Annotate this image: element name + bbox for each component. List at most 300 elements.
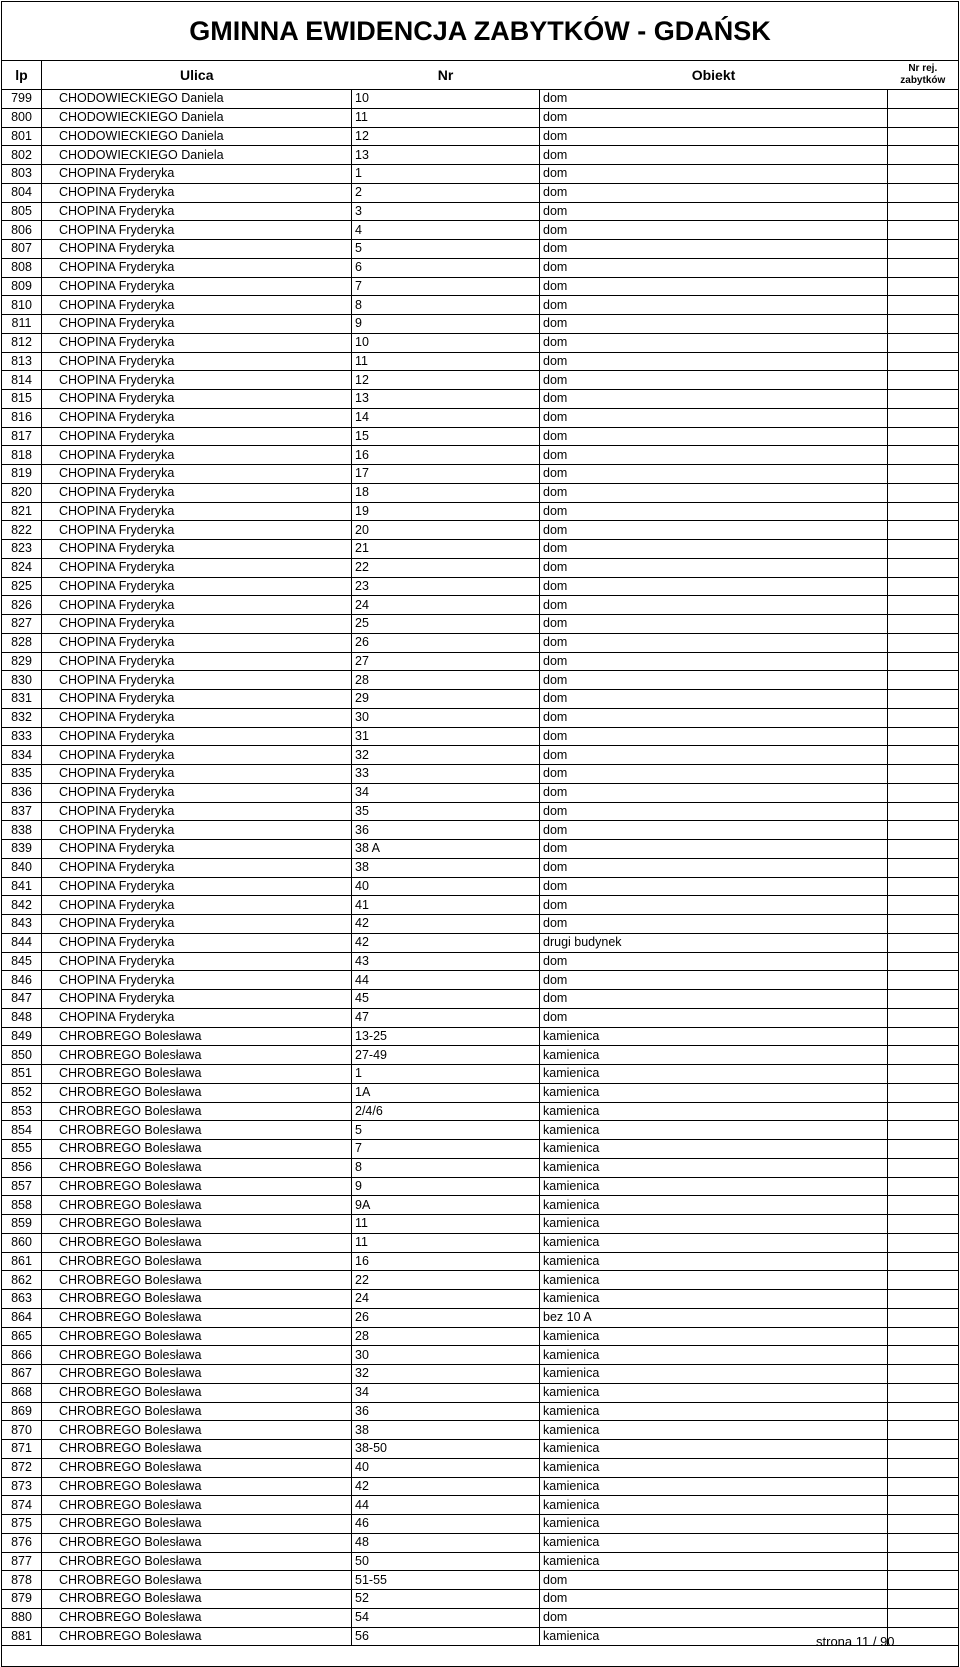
cell-obiekt: kamienica — [540, 1102, 888, 1121]
cell-nr-rej — [888, 1308, 959, 1327]
table-row — [2, 1271, 959, 1290]
column-header-nr-rej-line1: Nr rej. — [908, 63, 938, 74]
cell-nr-rej — [888, 1233, 959, 1252]
cell-lp: 821 — [2, 502, 42, 521]
cell-ulica: CHOPINA Fryderyka — [42, 671, 352, 690]
cell-lp: 853 — [2, 1102, 42, 1121]
cell-obiekt: kamienica — [540, 1515, 888, 1534]
cell-nr: 19 — [352, 502, 540, 521]
cell-obiekt: dom — [540, 652, 888, 671]
cell-lp: 877 — [2, 1552, 42, 1571]
cell-lp: 813 — [2, 352, 42, 371]
cell-lp: 837 — [2, 802, 42, 821]
table-row — [2, 821, 959, 840]
cell-lp: 820 — [2, 483, 42, 502]
cell-nr-rej — [888, 371, 959, 390]
cell-lp: 831 — [2, 690, 42, 709]
cell-lp: 879 — [2, 1590, 42, 1609]
cell-lp: 866 — [2, 1346, 42, 1365]
cell-obiekt: kamienica — [540, 1496, 888, 1515]
cell-nr-rej — [888, 1552, 959, 1571]
table-row — [2, 708, 959, 727]
cell-nr: 13 — [352, 390, 540, 409]
cell-nr: 29 — [352, 690, 540, 709]
cell-lp: 868 — [2, 1383, 42, 1402]
table-row — [2, 783, 959, 802]
cell-ulica: CHOPINA Fryderyka — [42, 877, 352, 896]
cell-obiekt: dom — [540, 540, 888, 559]
table-row — [2, 1158, 959, 1177]
cell-ulica: CHODOWIECKIEGO Daniela — [42, 90, 352, 109]
cell-obiekt: dom — [540, 633, 888, 652]
cell-lp: 828 — [2, 633, 42, 652]
cell-obiekt: dom — [540, 183, 888, 202]
cell-ulica: CHROBREGO Bolesława — [42, 1065, 352, 1084]
cell-nr: 9 — [352, 1177, 540, 1196]
cell-nr-rej — [888, 1008, 959, 1027]
cell-lp: 816 — [2, 408, 42, 427]
cell-nr-rej — [888, 540, 959, 559]
cell-obiekt: dom — [540, 408, 888, 427]
cell-obiekt: dom — [540, 1608, 888, 1627]
cell-obiekt: dom — [540, 127, 888, 146]
cell-ulica: CHOPINA Fryderyka — [42, 240, 352, 259]
cell-lp: 850 — [2, 1046, 42, 1065]
cell-ulica: CHROBREGO Bolesława — [42, 1158, 352, 1177]
table-row — [2, 202, 959, 221]
cell-ulica: CHOPINA Fryderyka — [42, 971, 352, 990]
cell-obiekt: kamienica — [540, 1233, 888, 1252]
cell-obiekt: dom — [540, 202, 888, 221]
cell-nr-rej — [888, 315, 959, 334]
cell-lp: 847 — [2, 990, 42, 1009]
table-row — [2, 671, 959, 690]
cell-lp: 819 — [2, 465, 42, 484]
cell-nr: 23 — [352, 577, 540, 596]
cell-lp: 867 — [2, 1365, 42, 1384]
cell-nr-rej — [888, 1290, 959, 1309]
cell-obiekt: dom — [540, 877, 888, 896]
cell-obiekt: dom — [540, 446, 888, 465]
cell-ulica: CHROBREGO Bolesława — [42, 1608, 352, 1627]
cell-obiekt: drugi budynek — [540, 933, 888, 952]
cell-ulica: CHOPINA Fryderyka — [42, 896, 352, 915]
cell-obiekt: kamienica — [540, 1177, 888, 1196]
cell-ulica: CHODOWIECKIEGO Daniela — [42, 146, 352, 165]
cell-nr-rej — [888, 277, 959, 296]
cell-lp: 865 — [2, 1327, 42, 1346]
cell-nr-rej — [888, 1140, 959, 1159]
cell-obiekt: dom — [540, 108, 888, 127]
cell-obiekt: dom — [540, 1571, 888, 1590]
cell-lp: 855 — [2, 1140, 42, 1159]
cell-nr: 44 — [352, 971, 540, 990]
cell-nr-rej — [888, 1065, 959, 1084]
cell-ulica: CHROBREGO Bolesława — [42, 1383, 352, 1402]
cell-lp: 841 — [2, 877, 42, 896]
cell-ulica: CHROBREGO Bolesława — [42, 1627, 352, 1646]
cell-obiekt: dom — [540, 840, 888, 859]
cell-lp: 863 — [2, 1290, 42, 1309]
table-row — [2, 352, 959, 371]
cell-nr-rej — [888, 1458, 959, 1477]
table-row — [2, 146, 959, 165]
cell-nr: 22 — [352, 1271, 540, 1290]
cell-ulica: CHROBREGO Bolesława — [42, 1496, 352, 1515]
cell-nr: 24 — [352, 1290, 540, 1309]
cell-nr: 5 — [352, 1121, 540, 1140]
table-row — [2, 446, 959, 465]
cell-obiekt: dom — [540, 558, 888, 577]
cell-nr: 32 — [352, 746, 540, 765]
column-header-ulica: Ulica — [42, 61, 352, 90]
table-row — [2, 1196, 959, 1215]
cell-nr: 21 — [352, 540, 540, 559]
table-row — [2, 1496, 959, 1515]
cell-nr: 13 — [352, 146, 540, 165]
cell-lp: 809 — [2, 277, 42, 296]
column-header-lp: lp — [2, 61, 42, 90]
cell-nr-rej — [888, 90, 959, 109]
cell-obiekt: dom — [540, 971, 888, 990]
table-row — [2, 221, 959, 240]
cell-nr: 51-55 — [352, 1571, 540, 1590]
cell-obiekt: kamienica — [540, 1083, 888, 1102]
cell-nr: 11 — [352, 1233, 540, 1252]
table-row — [2, 652, 959, 671]
cell-nr-rej — [888, 1046, 959, 1065]
cell-lp: 839 — [2, 840, 42, 859]
table-row — [2, 1608, 959, 1627]
cell-ulica: CHODOWIECKIEGO Daniela — [42, 127, 352, 146]
cell-ulica: CHROBREGO Bolesława — [42, 1046, 352, 1065]
table-row — [2, 333, 959, 352]
cell-nr: 9 — [352, 315, 540, 334]
cell-ulica: CHROBREGO Bolesława — [42, 1440, 352, 1459]
cell-nr-rej — [888, 127, 959, 146]
cell-nr-rej — [888, 1496, 959, 1515]
cell-nr-rej — [888, 1365, 959, 1384]
cell-lp: 881 — [2, 1627, 42, 1646]
cell-ulica: CHOPINA Fryderyka — [42, 465, 352, 484]
cell-lp: 817 — [2, 427, 42, 446]
cell-obiekt: dom — [540, 165, 888, 184]
cell-lp: 870 — [2, 1421, 42, 1440]
cell-lp: 869 — [2, 1402, 42, 1421]
table-row — [2, 1121, 959, 1140]
cell-lp: 856 — [2, 1158, 42, 1177]
table-row — [2, 1421, 959, 1440]
cell-nr: 38 A — [352, 840, 540, 859]
cell-ulica: CHOPINA Fryderyka — [42, 521, 352, 540]
cell-nr: 47 — [352, 1008, 540, 1027]
table-row — [2, 765, 959, 784]
cell-obiekt: dom — [540, 258, 888, 277]
cell-lp: 802 — [2, 146, 42, 165]
cell-lp: 818 — [2, 446, 42, 465]
table-row — [2, 1308, 959, 1327]
cell-nr-rej — [888, 521, 959, 540]
cell-nr: 7 — [352, 277, 540, 296]
cell-nr: 27 — [352, 652, 540, 671]
cell-nr: 48 — [352, 1533, 540, 1552]
cell-obiekt: kamienica — [540, 1290, 888, 1309]
cell-obiekt: dom — [540, 221, 888, 240]
cell-ulica: CHOPINA Fryderyka — [42, 577, 352, 596]
cell-nr: 6 — [352, 258, 540, 277]
cell-ulica: CHOPINA Fryderyka — [42, 408, 352, 427]
cell-obiekt: dom — [540, 390, 888, 409]
cell-nr-rej — [888, 1590, 959, 1609]
table-row — [2, 1590, 959, 1609]
cell-lp: 833 — [2, 727, 42, 746]
cell-lp: 845 — [2, 952, 42, 971]
cell-nr: 2 — [352, 183, 540, 202]
cell-nr: 11 — [352, 352, 540, 371]
cell-ulica: CHROBREGO Bolesława — [42, 1327, 352, 1346]
cell-ulica: CHOPINA Fryderyka — [42, 783, 352, 802]
cell-ulica: CHOPINA Fryderyka — [42, 277, 352, 296]
cell-nr: 14 — [352, 408, 540, 427]
cell-lp: 806 — [2, 221, 42, 240]
cell-lp: 824 — [2, 558, 42, 577]
cell-nr-rej — [888, 633, 959, 652]
cell-ulica: CHOPINA Fryderyka — [42, 1008, 352, 1027]
cell-nr: 5 — [352, 240, 540, 259]
cell-obiekt: kamienica — [540, 1140, 888, 1159]
page-title: GMINNA EWIDENCJA ZABYTKÓW - GDAŃSK — [2, 2, 959, 61]
cell-ulica: CHROBREGO Bolesława — [42, 1102, 352, 1121]
table-row — [2, 952, 959, 971]
cell-lp: 874 — [2, 1496, 42, 1515]
table-row — [2, 465, 959, 484]
cell-nr: 30 — [352, 708, 540, 727]
cell-nr: 8 — [352, 296, 540, 315]
cell-nr-rej — [888, 1158, 959, 1177]
table-row — [2, 390, 959, 409]
cell-nr-rej — [888, 427, 959, 446]
cell-nr-rej — [888, 183, 959, 202]
cell-lp: 842 — [2, 896, 42, 915]
table-row — [2, 1383, 959, 1402]
cell-lp: 857 — [2, 1177, 42, 1196]
table-row — [2, 1046, 959, 1065]
table-row — [2, 90, 959, 109]
cell-lp: 826 — [2, 596, 42, 615]
cell-nr-rej — [888, 1608, 959, 1627]
cell-lp: 858 — [2, 1196, 42, 1215]
cell-ulica: CHROBREGO Bolesława — [42, 1121, 352, 1140]
cell-obiekt: dom — [540, 1008, 888, 1027]
cell-lp: 814 — [2, 371, 42, 390]
cell-lp: 800 — [2, 108, 42, 127]
column-header-nr: Nr — [352, 61, 540, 90]
cell-obiekt: kamienica — [540, 1046, 888, 1065]
cell-nr: 18 — [352, 483, 540, 502]
cell-nr-rej — [888, 1346, 959, 1365]
cell-obiekt: kamienica — [540, 1421, 888, 1440]
cell-nr: 10 — [352, 90, 540, 109]
cell-obiekt: dom — [540, 465, 888, 484]
cell-lp: 854 — [2, 1121, 42, 1140]
table-row — [2, 521, 959, 540]
cell-nr: 1A — [352, 1083, 540, 1102]
cell-ulica: CHOPINA Fryderyka — [42, 615, 352, 634]
cell-ulica: CHOPINA Fryderyka — [42, 258, 352, 277]
cell-lp: 799 — [2, 90, 42, 109]
cell-nr: 56 — [352, 1627, 540, 1646]
cell-obiekt: dom — [540, 746, 888, 765]
table-row — [2, 1515, 959, 1534]
cell-nr: 34 — [352, 1383, 540, 1402]
table-row — [2, 1290, 959, 1309]
table-row — [2, 258, 959, 277]
cell-nr-rej — [888, 652, 959, 671]
cell-ulica: CHROBREGO Bolesława — [42, 1177, 352, 1196]
cell-lp: 807 — [2, 240, 42, 259]
cell-nr: 42 — [352, 915, 540, 934]
cell-ulica: CHROBREGO Bolesława — [42, 1402, 352, 1421]
cell-obiekt: dom — [540, 352, 888, 371]
table-row — [2, 408, 959, 427]
cell-nr-rej — [888, 765, 959, 784]
cell-ulica: CHOPINA Fryderyka — [42, 915, 352, 934]
cell-lp: 851 — [2, 1065, 42, 1084]
cell-ulica: CHOPINA Fryderyka — [42, 821, 352, 840]
cell-obiekt: kamienica — [540, 1627, 888, 1646]
cell-nr: 38 — [352, 858, 540, 877]
cell-ulica: CHOPINA Fryderyka — [42, 390, 352, 409]
cell-nr-rej — [888, 1627, 959, 1646]
cell-obiekt: kamienica — [540, 1215, 888, 1234]
cell-nr: 25 — [352, 615, 540, 634]
cell-ulica: CHROBREGO Bolesława — [42, 1252, 352, 1271]
cell-obiekt: dom — [540, 690, 888, 709]
cell-ulica: CHROBREGO Bolesława — [42, 1290, 352, 1309]
cell-ulica: CHROBREGO Bolesława — [42, 1552, 352, 1571]
cell-nr: 42 — [352, 933, 540, 952]
cell-nr-rej — [888, 1383, 959, 1402]
table-row — [2, 502, 959, 521]
cell-lp: 832 — [2, 708, 42, 727]
table-row — [2, 596, 959, 615]
cell-nr-rej — [888, 615, 959, 634]
table-header-row — [2, 61, 959, 90]
cell-ulica: CHOPINA Fryderyka — [42, 371, 352, 390]
cell-nr: 33 — [352, 765, 540, 784]
cell-obiekt: dom — [540, 821, 888, 840]
cell-nr-rej — [888, 1102, 959, 1121]
cell-nr: 36 — [352, 821, 540, 840]
table-row — [2, 615, 959, 634]
cell-ulica: CHOPINA Fryderyka — [42, 352, 352, 371]
cell-nr: 31 — [352, 727, 540, 746]
cell-ulica: CHOPINA Fryderyka — [42, 483, 352, 502]
cell-lp: 822 — [2, 521, 42, 540]
cell-nr-rej — [888, 1533, 959, 1552]
cell-nr-rej — [888, 1421, 959, 1440]
cell-obiekt: kamienica — [540, 1458, 888, 1477]
table-row — [2, 1102, 959, 1121]
cell-lp: 852 — [2, 1083, 42, 1102]
cell-obiekt: dom — [540, 577, 888, 596]
table-row — [2, 296, 959, 315]
column-header-nr-rej-line2: zabytków — [900, 75, 946, 86]
table-row — [2, 1477, 959, 1496]
cell-nr: 22 — [352, 558, 540, 577]
table-row — [2, 1627, 959, 1646]
cell-nr-rej — [888, 746, 959, 765]
cell-lp: 862 — [2, 1271, 42, 1290]
cell-ulica: CHOPINA Fryderyka — [42, 690, 352, 709]
table-row — [2, 1327, 959, 1346]
cell-nr: 16 — [352, 446, 540, 465]
table-row — [2, 558, 959, 577]
cell-obiekt: kamienica — [540, 1533, 888, 1552]
cell-ulica: CHROBREGO Bolesława — [42, 1140, 352, 1159]
cell-lp: 873 — [2, 1477, 42, 1496]
table-row — [2, 1552, 959, 1571]
cell-nr-rej — [888, 1440, 959, 1459]
cell-lp: 815 — [2, 390, 42, 409]
table-row — [2, 1065, 959, 1084]
cell-obiekt: dom — [540, 502, 888, 521]
cell-obiekt: dom — [540, 315, 888, 334]
table-row — [2, 1346, 959, 1365]
cell-nr-rej — [888, 858, 959, 877]
cell-obiekt: kamienica — [540, 1477, 888, 1496]
cell-nr: 40 — [352, 877, 540, 896]
cell-obiekt: dom — [540, 896, 888, 915]
table-row — [2, 240, 959, 259]
cell-nr: 38-50 — [352, 1440, 540, 1459]
table-row — [2, 127, 959, 146]
cell-obiekt: kamienica — [540, 1271, 888, 1290]
cell-nr: 44 — [352, 1496, 540, 1515]
cell-obiekt: dom — [540, 483, 888, 502]
cell-ulica: CHODOWIECKIEGO Daniela — [42, 108, 352, 127]
column-header-nr-rej — [888, 61, 959, 90]
cell-ulica: CHOPINA Fryderyka — [42, 633, 352, 652]
cell-obiekt: bez 10 A — [540, 1308, 888, 1327]
cell-lp: 878 — [2, 1571, 42, 1590]
cell-lp: 836 — [2, 783, 42, 802]
cell-nr: 46 — [352, 1515, 540, 1534]
column-header-obiekt: Obiekt — [540, 61, 888, 90]
cell-ulica: CHROBREGO Bolesława — [42, 1365, 352, 1384]
cell-ulica: CHOPINA Fryderyka — [42, 596, 352, 615]
cell-ulica: CHOPINA Fryderyka — [42, 540, 352, 559]
cell-lp: 859 — [2, 1215, 42, 1234]
cell-obiekt: kamienica — [540, 1402, 888, 1421]
table-row — [2, 690, 959, 709]
cell-obiekt: dom — [540, 802, 888, 821]
cell-lp: 848 — [2, 1008, 42, 1027]
cell-nr: 15 — [352, 427, 540, 446]
cell-nr-rej — [888, 915, 959, 934]
cell-nr-rej — [888, 502, 959, 521]
table-row — [2, 277, 959, 296]
cell-nr: 26 — [352, 1308, 540, 1327]
cell-lp: 810 — [2, 296, 42, 315]
table-row — [2, 1008, 959, 1027]
cell-ulica: CHROBREGO Bolesława — [42, 1308, 352, 1327]
cell-nr-rej — [888, 1177, 959, 1196]
cell-obiekt: dom — [540, 371, 888, 390]
cell-ulica: CHOPINA Fryderyka — [42, 802, 352, 821]
cell-lp: 876 — [2, 1533, 42, 1552]
cell-obiekt: kamienica — [540, 1327, 888, 1346]
